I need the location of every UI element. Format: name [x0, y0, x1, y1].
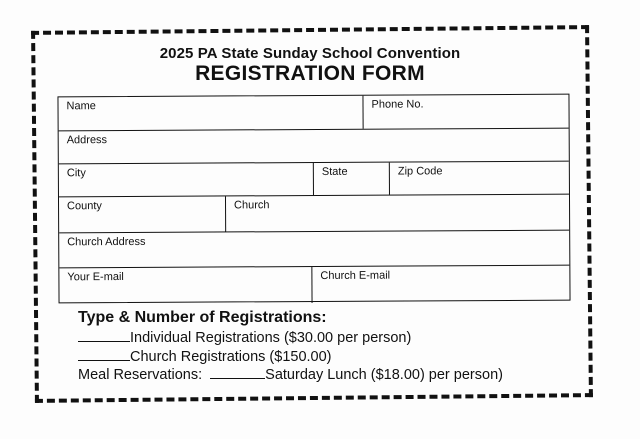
name-label: Name	[66, 100, 96, 113]
county-field[interactable]	[59, 196, 226, 232]
church-email-field[interactable]	[312, 266, 569, 303]
address-field[interactable]	[59, 129, 569, 164]
individual-count-blank[interactable]	[78, 329, 130, 342]
row-church-address	[59, 231, 569, 269]
meal-count-blank[interactable]	[210, 366, 265, 379]
name-field[interactable]	[58, 96, 363, 131]
registration-types-section	[78, 309, 558, 385]
church-address-field[interactable]	[59, 231, 569, 268]
row-county-church	[59, 195, 569, 234]
state-label: State	[321, 165, 348, 178]
meal-reservations-label: Meal Reservations:	[78, 367, 203, 383]
church-email-label: Church E-mail	[320, 269, 391, 282]
email-label: Your E-mail	[67, 270, 124, 284]
address-label: Address	[66, 134, 108, 147]
county-label: County	[67, 200, 102, 213]
zip-label: Zip Code	[397, 165, 443, 178]
convention-title: 2025 PA State Sunday School Convention	[159, 45, 461, 62]
city-field[interactable]	[59, 163, 314, 196]
row-address	[59, 129, 569, 165]
registration-fields-table	[57, 94, 570, 304]
meal-reservations-line	[78, 366, 558, 385]
individual-registrations-line	[78, 329, 558, 348]
row-city-state-zip	[59, 162, 569, 198]
individual-registrations-text: Individual Registrations ($30.00 per person)	[130, 330, 412, 346]
email-field[interactable]	[59, 267, 312, 304]
row-name-phone	[58, 95, 568, 132]
form-title: REGISTRATION FORM	[195, 62, 425, 85]
phone-field[interactable]	[363, 95, 568, 129]
phone-label: Phone No.	[371, 98, 424, 111]
church-registrations-text: Church Registrations ($150.00)	[130, 348, 332, 365]
city-label: City	[66, 167, 86, 180]
church-field[interactable]	[226, 195, 569, 232]
row-emails	[59, 266, 569, 305]
registration-types-heading: Type & Number of Registrations:	[78, 309, 327, 326]
meal-item-text: Saturday Lunch ($18.00) per person)	[265, 367, 503, 383]
church-count-blank[interactable]	[78, 348, 130, 361]
church-label: Church	[234, 199, 270, 212]
church-address-label: Church Address	[67, 235, 146, 249]
zip-field[interactable]	[390, 162, 569, 195]
state-field[interactable]	[314, 163, 390, 195]
church-registrations-line	[78, 348, 558, 367]
